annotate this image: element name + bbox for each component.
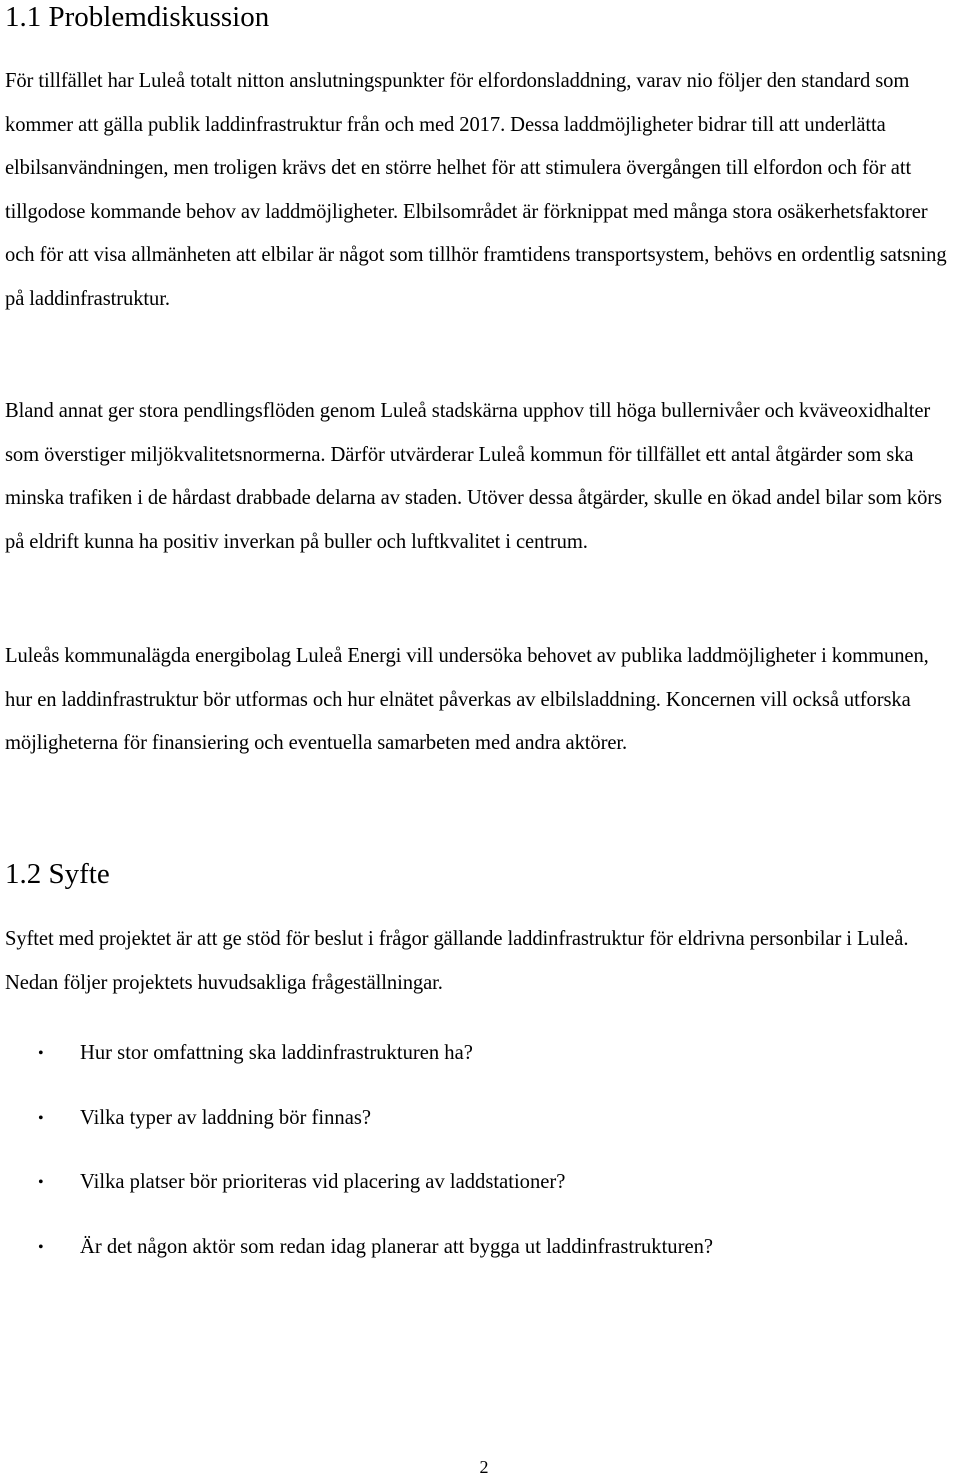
paragraph-problem-3: Luleås kommunalägda energibolag Luleå Energi vill undersöka behovet av publika laddmöjligheter i kommunen, hur en laddinfrastruktur bör utformas och hur elnätet påverkas av elbilsladdning. Koncernen vill också utforska möjligheterna för finansiering och eventuella samarbeten med andra aktörer. — [5, 645, 929, 754]
bullet-icon: • — [38, 1238, 44, 1256]
paragraph-problem-1: För tillfället har Luleå totalt nitton anslutningspunkter för elfordonsladdning, varav nio följer den standard som kommer att gälla publik laddinfrastruktur från och med 2017. Dessa laddmöjligheter bidrar till att underlätta elbilsanvändningen, men troligen krävs det en större helhet för att stimulera övergången till elfordon och för att tillgodose kommande behov av laddmöjligheter. Elbilsområdet är förknippat med många stora osäkerhetsfaktorer och för att visa allmänheten att elbilar är något som tillhör framtidens transportsystem, behövs en ordentlig satsning på laddinfrastruktur. — [5, 70, 947, 310]
section-heading-problemdiskussion: 1.1 Problemdiskussion — [5, 1, 270, 33]
list-item — [0, 1226, 960, 1291]
page-number: 2 — [479, 1457, 489, 1477]
bullet-icon: • — [38, 1045, 44, 1062]
paragraph-problem-2: Bland annat ger stora pendlingsflöden genom Luleå stadskärna upphov till höga bullernivåer och kväveoxidhalter som överstiger miljökvalitetsnormerna. Därför utvärderar Luleå kommun för tillfället ett antal åtgärder som ska minska trafiken i de hårdast drabbade delarna av staden. Utöver dessa åtgärder, skulle en ökad andel bilar som körs på eldrift kunna ha positiv inverkan på buller och luftkvalitet i centrum. — [5, 400, 942, 553]
list-item — [0, 1097, 960, 1162]
section-heading-syfte: 1.2 Syfte — [5, 858, 110, 890]
list-item-text: Vilka typer av laddning bör finnas? — [80, 1106, 371, 1129]
list-item-text: Vilka platser bör prioriteras vid placering av laddstationer? — [80, 1171, 566, 1193]
list-item — [0, 1161, 960, 1226]
list-item-text: Är det någon aktör som redan idag planerar att bygga ut laddinfrastrukturen? — [80, 1235, 714, 1258]
paragraph-syfte: Syftet med projektet är att ge stöd för beslut i frågor gällande laddinfrastruktur för eldrivna personbilar i Luleå. Nedan följer projektets huvudsakliga frågeställningar. — [5, 928, 909, 994]
list-item — [0, 1032, 960, 1097]
bullet-icon: • — [38, 1174, 44, 1191]
question-list — [0, 1032, 960, 1290]
bullet-icon: • — [38, 1109, 44, 1127]
list-item-text: Hur stor omfattning ska laddinfrastrukturen ha? — [80, 1042, 473, 1064]
